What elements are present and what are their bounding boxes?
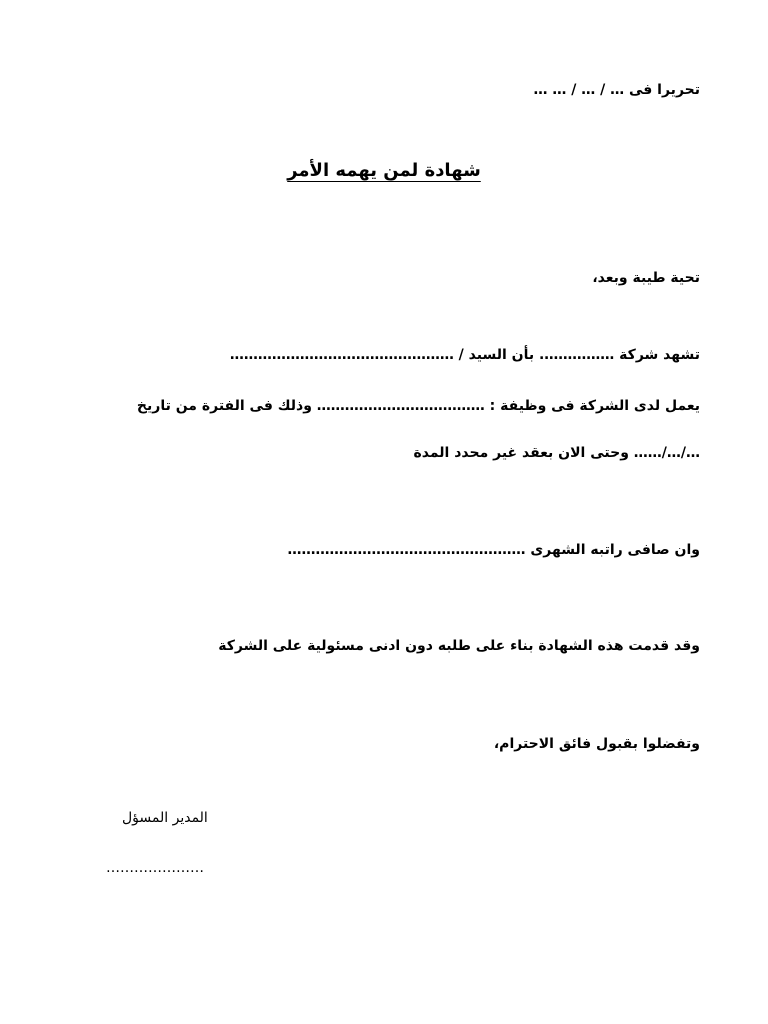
document-title-text: شهادة لمن يهمه الأمر [287,160,481,181]
date-line: تحريرا فى … / … / … … [533,82,700,98]
closing-line: وتفضلوا بقبول فائق الاحترام، [493,736,700,752]
salary-line: وان صافى راتبه الشهرى …………………………………………… [287,542,700,558]
greeting-line: تحية طيبة وبعد، [592,270,700,286]
company-attestation-line: تشهد شركة ……………. بأن السيد / ………………………………………… [229,347,700,363]
signature-placeholder: ………………… [106,860,204,876]
employment-position-line: يعمل لدى الشركة فى وظيفة : ……………………………… وذلك فى الفترة من تاريخ [136,398,700,414]
manager-label: المدير المسؤل [122,810,208,826]
employment-period-line: …/…/…… وحتى الان بعقد غير محدد المدة [413,445,700,461]
statement-line: وقد قدمت هذه الشهادة بناء على طلبه دون ادنى مسئولية على الشركة [218,638,700,654]
document-title [0,158,768,184]
